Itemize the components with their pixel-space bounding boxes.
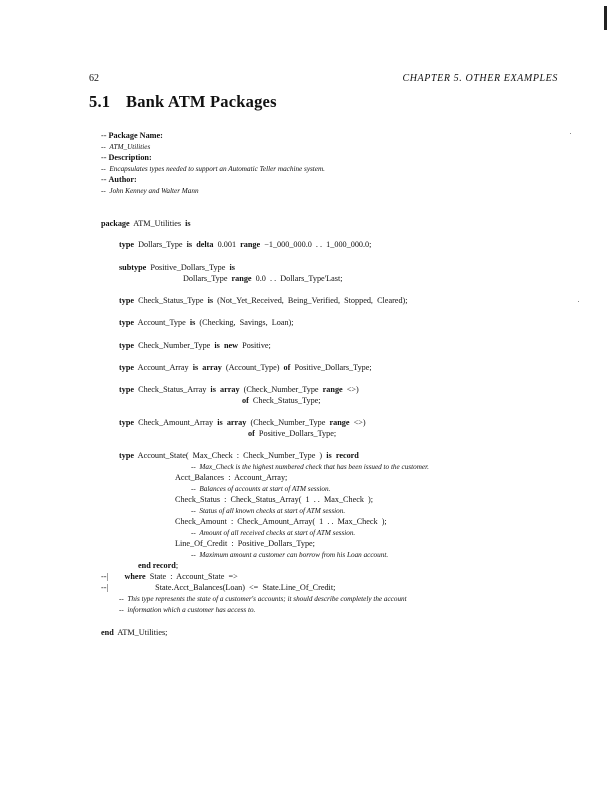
comment-text: This type represents the state of a customer's accounts; it should describe completely the account bbox=[127, 595, 407, 603]
code-text: Positive_Dollars_Type; bbox=[290, 363, 372, 372]
code-text: -- bbox=[191, 507, 200, 515]
code-line bbox=[175, 495, 373, 505]
code-text: -- bbox=[119, 606, 128, 614]
code-line bbox=[119, 240, 371, 250]
comment-text: Amount of all received checks at start of ATM session. bbox=[199, 529, 356, 537]
section-number: 5.1 bbox=[89, 92, 111, 111]
code-text: Positive; bbox=[238, 341, 271, 350]
code-line bbox=[119, 263, 235, 273]
code-line bbox=[248, 429, 336, 439]
scan-speck bbox=[570, 133, 571, 134]
code-text: (Check_Number_Type bbox=[246, 418, 330, 427]
keyword: package bbox=[101, 219, 130, 228]
code-line bbox=[191, 550, 388, 560]
keyword: delta bbox=[196, 240, 214, 249]
code-text: ; bbox=[175, 561, 179, 570]
keyword: Package Name: bbox=[108, 131, 163, 140]
code-text: Line_Of_Credit : Positive_Dollars_Type; bbox=[175, 539, 315, 548]
keyword: array bbox=[226, 418, 247, 427]
code-text: Acct_Balances : Account_Array; bbox=[175, 473, 288, 482]
code-line bbox=[119, 385, 359, 395]
code-text: --| State.Acct_Balances(Loan) <= State.Line_Of_Credit; bbox=[101, 583, 336, 592]
keyword: is bbox=[185, 219, 191, 228]
keyword: record bbox=[335, 451, 359, 460]
comment-text: Max_Check is the highest numbered check that has been issued to the customer. bbox=[199, 463, 429, 471]
code-line bbox=[242, 396, 321, 406]
keyword: Description: bbox=[108, 153, 152, 162]
code-text: Check_Status_Type bbox=[134, 296, 208, 305]
code-line bbox=[101, 131, 163, 141]
keyword: type bbox=[119, 418, 135, 427]
comment-text: John Kenney and Walter Mann bbox=[109, 187, 199, 195]
keyword: type bbox=[119, 318, 135, 327]
keyword: end record bbox=[138, 561, 176, 570]
code-text: Check_Status_Type; bbox=[248, 396, 321, 405]
code-text: -- bbox=[101, 165, 110, 173]
keyword: of bbox=[283, 363, 291, 372]
keyword: type bbox=[119, 385, 135, 394]
scan-edge-mark bbox=[604, 6, 607, 30]
keyword: of bbox=[248, 429, 255, 438]
code-text: ATM_Utilities; bbox=[113, 628, 168, 637]
keyword: is bbox=[210, 385, 216, 394]
keyword: subtype bbox=[119, 263, 147, 272]
keyword: array bbox=[202, 363, 222, 372]
code-line bbox=[101, 628, 167, 638]
keyword: is bbox=[229, 263, 235, 272]
code-line bbox=[101, 164, 325, 174]
keyword: where bbox=[124, 572, 146, 581]
section-title: Bank ATM Packages bbox=[126, 92, 277, 111]
code-line bbox=[191, 528, 355, 538]
code-text: Check_Status : Check_Status_Array( 1 . . Max_Check ); bbox=[175, 495, 374, 504]
keyword: range bbox=[329, 418, 350, 427]
code-line bbox=[119, 318, 294, 328]
code-line bbox=[119, 594, 407, 604]
code-line bbox=[119, 296, 408, 306]
code-line bbox=[119, 605, 255, 615]
code-line bbox=[101, 583, 335, 593]
keyword: is bbox=[189, 318, 196, 327]
code-text: -- bbox=[191, 485, 200, 493]
code-text: Positive_Dollars_Type; bbox=[254, 429, 337, 438]
keyword: is bbox=[192, 363, 199, 372]
keyword: is bbox=[207, 296, 214, 305]
keyword: is bbox=[214, 341, 220, 350]
code-text: -- bbox=[119, 595, 128, 603]
code-line bbox=[101, 572, 238, 582]
keyword: type bbox=[119, 363, 135, 372]
code-text: −1_000_000.0 . . 1_000_000.0; bbox=[260, 240, 372, 249]
code-text: -- bbox=[191, 551, 200, 559]
code-text: (Check_Number_Type bbox=[239, 385, 323, 394]
comment-text: Status of all known checks at start of ATM session. bbox=[199, 507, 346, 515]
code-line bbox=[119, 451, 359, 461]
code-line bbox=[175, 517, 387, 527]
keyword: type bbox=[119, 451, 135, 460]
comment-text: Balances of accounts at start of ATM session. bbox=[199, 485, 331, 493]
keyword: type bbox=[119, 296, 135, 305]
code-line bbox=[101, 153, 152, 163]
code-text: 0.0 . . Dollars_Type'Last; bbox=[251, 274, 343, 283]
keyword: range bbox=[322, 385, 343, 394]
running-header: CHAPTER 5. OTHER EXAMPLES bbox=[402, 73, 558, 84]
code-text: -- bbox=[101, 187, 110, 195]
code-text: Account_Type bbox=[134, 318, 190, 327]
code-text: Dollars_Type bbox=[183, 274, 232, 283]
code-line bbox=[191, 506, 345, 516]
code-text: <>) bbox=[349, 418, 366, 427]
code-text: Check_Status_Array bbox=[134, 385, 211, 394]
code-text: --| bbox=[101, 572, 125, 581]
keyword: array bbox=[219, 385, 240, 394]
code-line bbox=[101, 142, 150, 152]
keyword: range bbox=[231, 274, 252, 283]
code-line bbox=[175, 473, 287, 483]
code-line bbox=[183, 274, 343, 284]
keyword: is bbox=[326, 451, 332, 460]
code-text: -- bbox=[101, 153, 109, 162]
code-line bbox=[101, 219, 191, 229]
keyword: new bbox=[223, 341, 239, 350]
code-text: Check_Number_Type bbox=[134, 341, 215, 350]
code-text: (Not_Yet_Received, Being_Verified, Stopped, Cleared); bbox=[213, 296, 408, 305]
comment-text: Maximum amount a customer can borrow from his Loan account. bbox=[199, 551, 389, 559]
code-line bbox=[119, 341, 271, 351]
code-text: -- bbox=[101, 175, 109, 184]
keyword: of bbox=[242, 396, 249, 405]
code-text: Check_Amount : Check_Amount_Array( 1 . . Max_Check ); bbox=[175, 517, 387, 526]
comment-text: ATM_Utilities bbox=[109, 143, 151, 151]
keyword: range bbox=[240, 240, 261, 249]
keyword: is bbox=[217, 418, 223, 427]
keyword: is bbox=[186, 240, 193, 249]
code-line bbox=[138, 561, 178, 571]
code-text: -- bbox=[191, 529, 200, 537]
code-text: Positive_Dollars_Type bbox=[146, 263, 230, 272]
code-text: Dollars_Type bbox=[134, 240, 187, 249]
code-text: (Checking, Savings, Loan); bbox=[195, 318, 294, 327]
keyword: type bbox=[119, 341, 135, 350]
code-text: 0.001 bbox=[213, 240, 241, 249]
code-text: -- bbox=[101, 143, 110, 151]
code-line bbox=[119, 418, 366, 428]
keyword: Author: bbox=[108, 175, 137, 184]
code-text: <>) bbox=[342, 385, 359, 394]
code-text: (Account_Type) bbox=[221, 363, 284, 372]
code-text: Account_State( Max_Check : Check_Number_Type ) bbox=[134, 451, 327, 460]
code-text: Account_Array bbox=[134, 363, 193, 372]
keyword: type bbox=[119, 240, 135, 249]
code-line bbox=[175, 539, 315, 549]
page-number: 62 bbox=[89, 73, 99, 84]
code-text: -- bbox=[191, 463, 200, 471]
comment-text: information which a customer has access to. bbox=[127, 606, 256, 614]
code-text: ATM_Utilities bbox=[129, 219, 186, 228]
code-text: -- bbox=[101, 131, 109, 140]
comment-text: Encapsulates types needed to support an Automatic Teller machine system. bbox=[109, 165, 325, 173]
code-line bbox=[191, 462, 429, 472]
keyword: end bbox=[101, 628, 114, 637]
code-line bbox=[101, 175, 137, 185]
section-heading bbox=[89, 92, 277, 112]
code-line bbox=[101, 186, 199, 196]
code-text: Check_Amount_Array bbox=[134, 418, 218, 427]
code-line bbox=[191, 484, 330, 494]
scan-speck bbox=[578, 301, 579, 302]
code-text: State : Account_State => bbox=[145, 572, 238, 581]
code-line bbox=[119, 363, 372, 373]
